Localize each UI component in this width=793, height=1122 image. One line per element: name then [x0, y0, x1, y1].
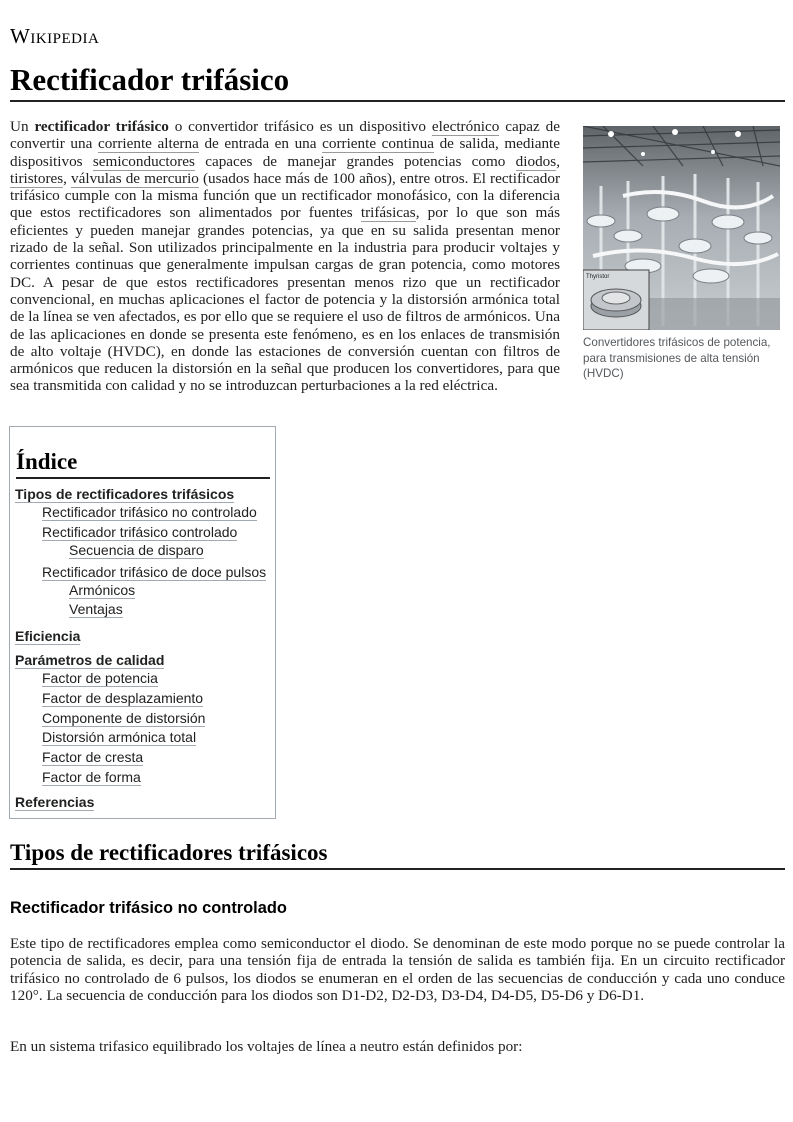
toc-item-secuencia-disparo[interactable]: Secuencia de disparo [69, 542, 204, 558]
link-trifasicas[interactable]: trifásicas [360, 204, 416, 222]
link-valvulas-de-mercurio[interactable]: válvulas de mercurio [71, 169, 199, 187]
toc-item-controlado[interactable]: Rectificador trifásico controlado [42, 524, 238, 540]
link-diodos[interactable]: diodos [515, 152, 557, 170]
hvdc-converter-photo[interactable] [583, 126, 780, 330]
toc-item-distorsion-armonica[interactable]: Distorsión armónica total [42, 729, 197, 745]
link-corriente-continua[interactable]: corriente continua [322, 135, 434, 153]
bold-term: rectificador trifásico [34, 118, 169, 135]
table-of-contents [9, 426, 276, 819]
toc-title: Índice [16, 447, 270, 479]
wordmark-text: Wikipedia [10, 24, 100, 48]
toc-item-no-controlado[interactable]: Rectificador trifásico no controlado [42, 504, 257, 520]
toc-item-referencias[interactable]: Referencias [15, 794, 95, 810]
paragraph-no-controlado: Este tipo de rectificadores emplea como semiconductor el diodo. Se denominan de este modo porque no se puede controlar la potencia de salida, es decir, para una tensión fija de entrada la tensión de salida es también fija. En un circuito rectificador trifásico no controlado de 6 pulsos, los diodos se enumeran en el orden de las secuencias de conducción y cada uno conduce 120°. La secuencia de conducción para los diodos son D1-D2, D2-D3, D3-D4, D4-D5, D5-D6 y D6-D1. [10, 935, 785, 1004]
toc-item-armonicos[interactable]: Armónicos [69, 582, 136, 598]
toc-item-factor-desplazamiento[interactable]: Factor de desplazamiento [42, 690, 204, 706]
link-corriente-alterna[interactable]: corriente alterna [97, 135, 199, 153]
wikipedia-wordmark[interactable] [10, 26, 99, 47]
paragraph-voltajes: En un sistema trifasico equilibrado los voltajes de línea a neutro están definidos por: [10, 1038, 523, 1055]
toc-item-doce-pulsos[interactable]: Rectificador trifásico de doce pulsos [42, 564, 267, 580]
intro-paragraph: Un rectificador trifásico o convertidor trifásico es un dispositivo electrónico capaz de convertir una corriente alterna de entrada en una corriente continua de salida, mediante dispositivos semiconductores capaces de manejar grandes potencias como diodos, tiristores, válvulas de mercurio (usados hace más de 100 años), entre otros. El rectificador trifásico cumple con la misma función que un rectificador monofásico, con la diferencia que estos rectificadores son alimentados por fuentes trifásicas, por lo que son más eficientes y pueden manejar grandes potencias, ya que en su salida presentan menor rizado de la señal. Son utilizados principalmente en la industria para producir voltajes y corrientes continuas que generalmente impulsan cargas de gran potencia, como motores DC. A pesar de que estos rectificadores presentan menos rizo que un rectificador convencional, en muchas aplicaciones el factor de potencia y la distorsión armónica total de la línea se ven afectados, es por ello que se requiere el uso de filtros de armónicos. Una de las aplicaciones en donde se presenta este fenómeno, es en los enlaces de transmisión de alto voltaje (HVDC), en donde las estaciones de conversión cuentan con filtros de armónicos que reducen la distorsión en la señal que producen los convertidores, para que sea transmitida con calidad y no se introduzcan perturbaciones a la red eléctrica. [10, 118, 561, 395]
toc-item-tipos[interactable]: Tipos de rectificadores trifásicos [15, 486, 235, 502]
figure-caption: Convertidores trifásicos de potencia, para transmisiones de alta tensión (HVDC) [583, 336, 771, 380]
subsection-heading-no-controlado: Rectificador trifásico no controlado [10, 899, 287, 917]
toc-item-factor-potencia[interactable]: Factor de potencia [42, 670, 158, 686]
toc-item-ventajas[interactable]: Ventajas [69, 601, 123, 617]
toc-item-factor-cresta[interactable]: Factor de cresta [42, 749, 144, 765]
toc-item-factor-forma[interactable]: Factor de forma [42, 769, 141, 785]
toc-item-parametros[interactable]: Parámetros de calidad [15, 652, 165, 668]
inset-label: Thyristor [586, 274, 610, 280]
toc-item-componente-distorsion[interactable]: Componente de distorsión [42, 710, 206, 726]
section-heading-tipos: Tipos de rectificadores trifásicos [10, 838, 785, 870]
thyristor-inset [583, 270, 649, 330]
link-electronico[interactable]: electrónico [431, 118, 500, 135]
page-title: Rectificador trifásico [10, 60, 785, 102]
link-semiconductores[interactable]: semiconductores [92, 152, 195, 170]
infobox-figure [583, 126, 780, 382]
toc-item-eficiencia[interactable]: Eficiencia [15, 628, 81, 644]
link-tiristores[interactable]: tiristores [10, 169, 64, 187]
